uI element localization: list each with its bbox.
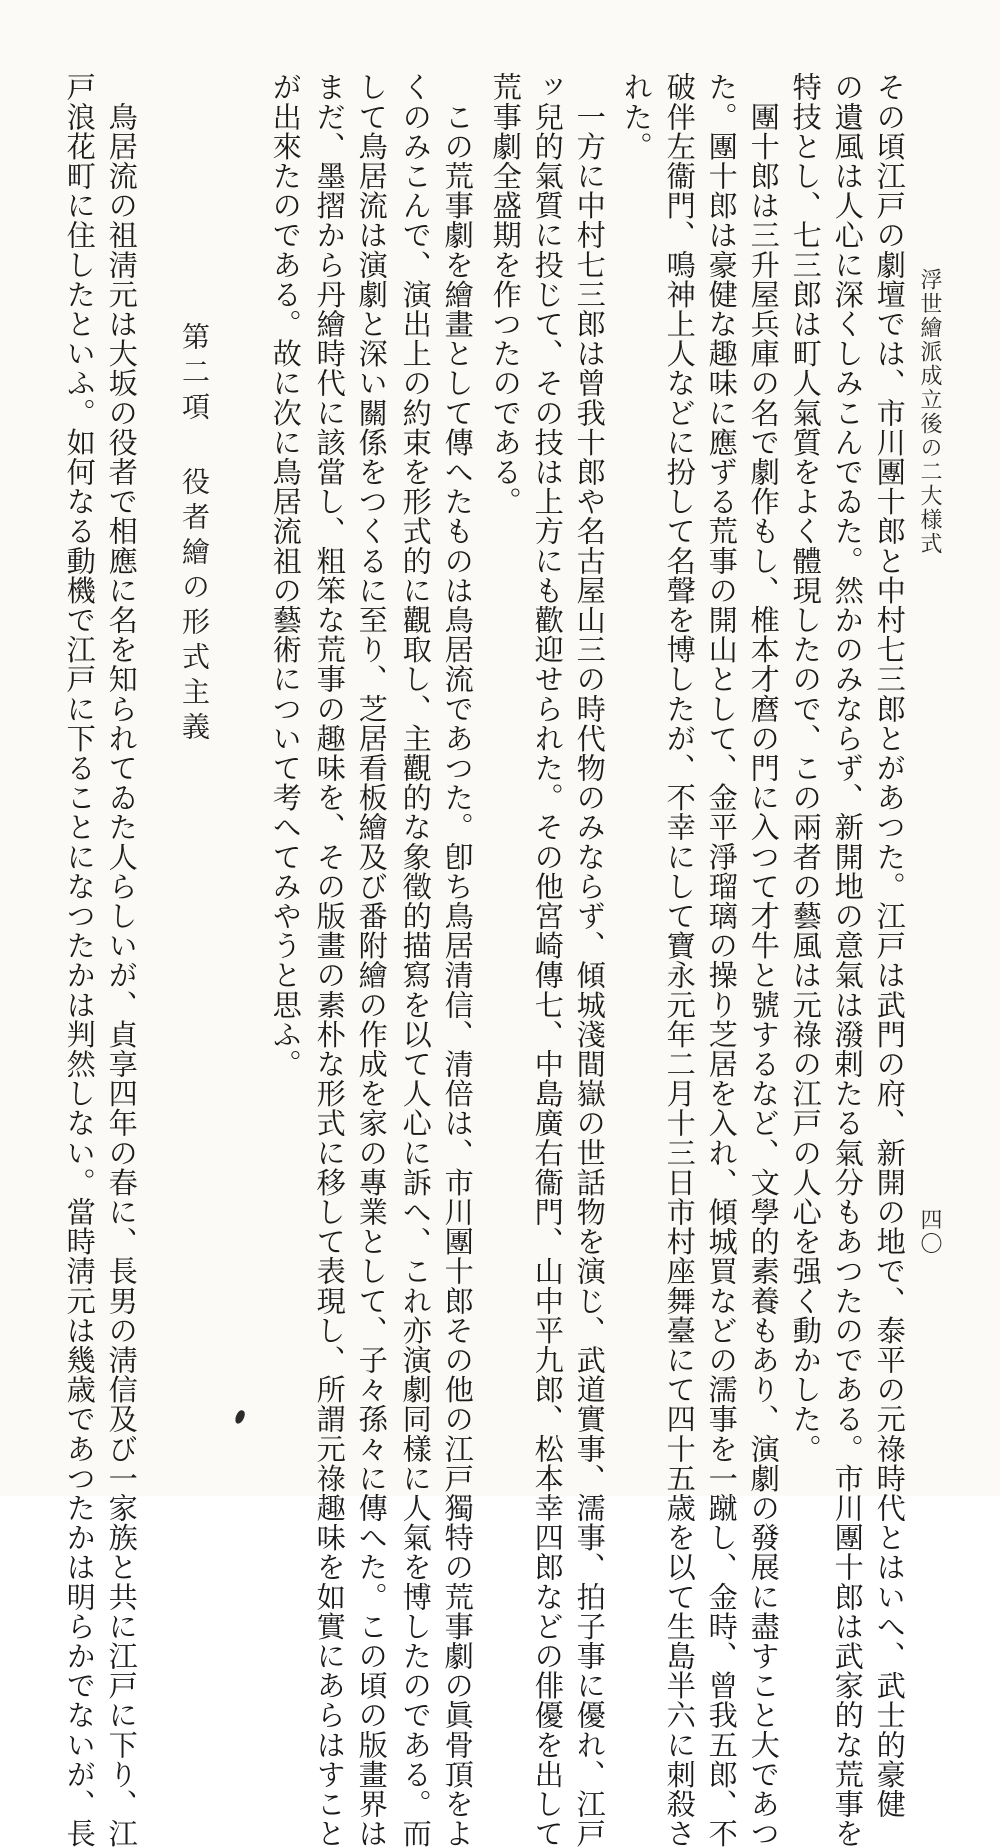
section-heading-label: 第二項 (178, 322, 211, 427)
text-column: れた。 (619, 72, 654, 161)
text-column: その頃江戸の劇壇では、市川團十郎と中村七三郎とがあつた。江戸は武門の府、新開の地で、泰平の元祿時代とはいへ、武士的豪健 (872, 72, 907, 1819)
text-column: 團十郎は三升屋兵庫の名で劇作もし、椎本才麿の門に入つて才牛と號するなど、文學的素養もあり、演劇の發展に盡すこと大であつ (746, 72, 781, 1848)
section-heading-title: 役者繪の形式主義 (178, 467, 211, 747)
running-head: 浮世繪派成立後の二大様式 (917, 268, 942, 556)
ink-blot (234, 1409, 246, 1425)
text-column: が出來たのである。故に次に鳥居流祖の藝術について考へてみやうと思ふ。 (268, 72, 303, 1079)
text-column: 破伴左衞門、鳴神上人などに扮して名聲を博したが、不幸にして寶永元年二月十三日市村座舞臺にて四十五歳を以て生島半六に刺殺さ (662, 72, 697, 1848)
text-column: まだ、墨摺から丹繪時代に該當し、粗笨な荒事の趣味を、その版畫の素朴な形式に移して表現し、所謂元祿趣味を如實にあらはすこと (312, 72, 347, 1848)
text-column: 特技とし、七三郎は町人氣質をよく體現したので、この兩者の藝風は元祿の江戸の人心を强く動かした。 (788, 72, 823, 1464)
section-heading (178, 322, 211, 747)
text-column: くのみこんで、演出上の約束を形式的に觀取し、主觀的な象徵的描寫を以て人心に訴へ、これ亦演劇同樣に人氣を博したのである。而 (398, 72, 433, 1848)
text-column: の遺風は人心に深くしみこんでゐた。然かのみならず、新開地の意氣は潑剌たる氣分もあつたのである。市川團十郎は武家的な荒事を (830, 72, 865, 1848)
text-column: 鳥居流の祖淸元は大坂の役者で相應に名を知られてゐた人らしいが、貞享四年の春に、長男の淸信及び一家族と共に江戸に下り、江 (104, 72, 139, 1848)
text-column: 荒事劇全盛期を作つたのである。 (488, 72, 523, 516)
page-number: 四〇 (917, 1208, 942, 1256)
text-column: 戸浪花町に住したといふ。如何なる動機で江戸に下ることになつたかは判然しない。當時淸元は幾歳であつたかは明らかでないが、長 (62, 72, 97, 1848)
text-column: 一方に中村七三郎は曾我十郎や名古屋山三の時代物のみならず、傾城淺間嶽の世話物を演じ、武道實事、濡事、拍子事に優れ、江戸 (572, 72, 607, 1848)
text-column: た。團十郎は豪健な趣味に應ずる荒事の開山として、金平淨瑠璃の操り芝居を入れ、傾城買などの濡事を一蹴し、金時、曾我五郎、不 (704, 72, 739, 1848)
text-column: ッ兒的氣質に投じて、その技は上方にも歡迎せられた。その他宮崎傳七、中島廣右衞門、山中平九郎、松本幸四郎などの俳優を出して (530, 72, 565, 1848)
text-column: して鳥居流は演劇と深い關係をつくるに至り、芝居看板繪及び番附繪の作成を家の專業として、子々孫々に傳へた。この頃の版畫界は (354, 72, 389, 1848)
text-column: この荒事劇を繪畫として傳へたものは鳥居流であつた。卽ち鳥居清信、清倍は、市川團十郎その他の江戸獨特の荒事劇の眞骨頂をよ (440, 72, 475, 1848)
